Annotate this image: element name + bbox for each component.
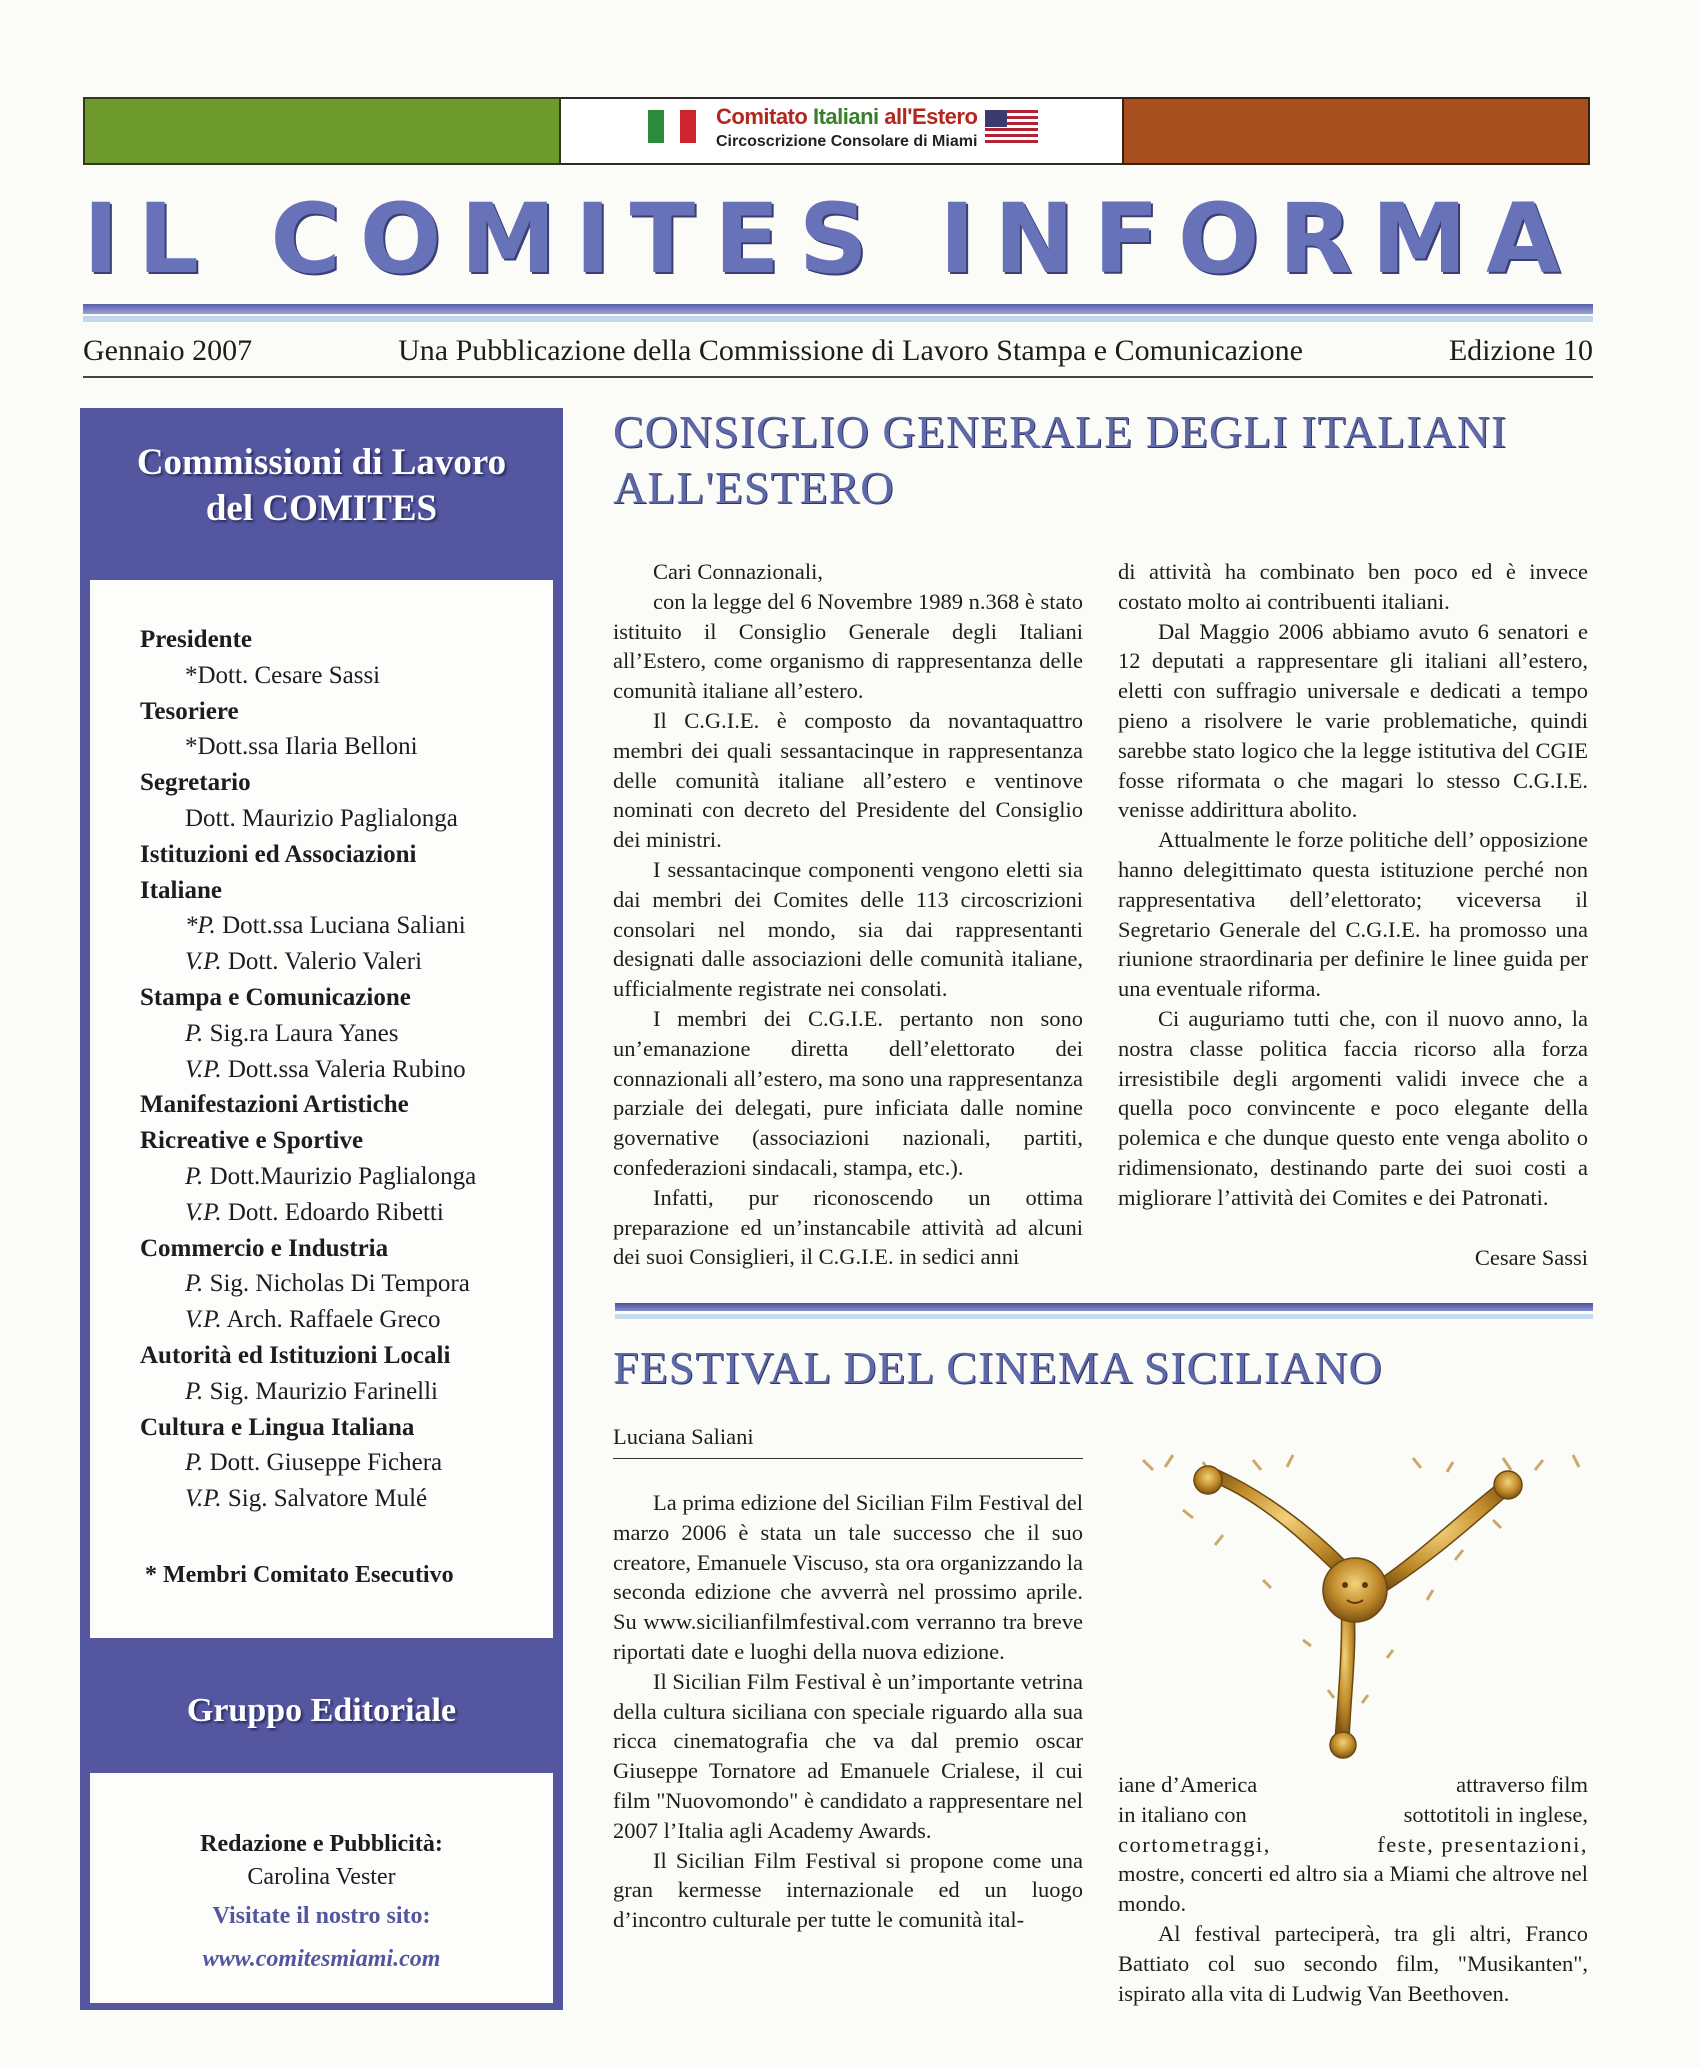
sidebar-heading: Commissioni di Lavoro del COMITES bbox=[136, 442, 507, 529]
paragraph: I sessantacinque componenti vengono eletti sia dai membri dei Comites delle 113 circoscrizioni consolari nel mondo, sia dai rappresentanti designati dalle associazioni delle comunità italiane, ufficialmente registrate nei consolati. bbox=[613, 856, 1083, 1002]
italian-flag-icon bbox=[648, 110, 696, 143]
committee-role: Cultura e Lingua Italiana bbox=[140, 1413, 415, 1441]
header-brown-block bbox=[1122, 97, 1590, 165]
committee-member: P. Sig. Nicholas Di Tempora bbox=[185, 1270, 470, 1298]
logo-subtitle: Circoscrizione Consolare di Miami bbox=[716, 133, 978, 150]
committee-member: *Dott.ssa Ilaria Belloni bbox=[185, 733, 418, 761]
paragraph: I membri dei C.G.I.E. pertanto non sono un’emanazione diretta dell’elettorato dei connazionali all’estero, ma sono una rappresentanza parziale dei delegati, pure inficiata dalle nomine governative (associazioni nazionali, partiti, confederazioni sindacali, stampa, etc.). bbox=[613, 1005, 1083, 1180]
logo-title: Comitato Italiani all'Estero bbox=[716, 104, 978, 129]
committee-role: Commercio e Industria bbox=[140, 1234, 389, 1262]
us-flag-icon bbox=[985, 110, 1038, 144]
committee-member: V.P. Dott.ssa Valeria Rubino bbox=[185, 1055, 466, 1083]
edition-number: Edizione 10 bbox=[1448, 334, 1593, 367]
committee-member: *Dott. Cesare Sassi bbox=[185, 661, 381, 689]
publisher-line: Una Pubblicazione della Commissione di Lavoro Stampa e Comunicazione bbox=[398, 334, 1303, 367]
masthead: IL COMITES INFORMA bbox=[83, 183, 1580, 295]
article2-author: Luciana Saliani bbox=[613, 1424, 754, 1449]
committee-role: Stampa e Comunicazione bbox=[140, 983, 411, 1011]
paragraph: di attività ha combinato ben poco ed è invece costato molto ai contribuenti italiani. bbox=[1118, 559, 1588, 614]
issue-date: Gennaio 2007 bbox=[83, 334, 253, 367]
committee-member: P. Dott.Maurizio Paglialonga bbox=[185, 1162, 477, 1190]
committee-role: Tesoriere bbox=[140, 697, 239, 725]
website-link[interactable]: www.comitesmiami.com bbox=[202, 1946, 441, 1972]
masthead-rule bbox=[83, 304, 1593, 314]
header-green-block bbox=[83, 97, 561, 165]
paragraph: Cari Connazionali, bbox=[653, 559, 823, 584]
editorial-heading: Gruppo Editoriale bbox=[186, 1692, 457, 1729]
committee-role: Manifestazioni Artistiche Ricreative e Sportive bbox=[140, 1091, 409, 1155]
article-separator-light bbox=[615, 1314, 1593, 1319]
paragraph: Dal Maggio 2006 abbiamo avuto 6 senatori e 12 deputati a rappresentare gli italiani all’estero, eletti con suffragio universale e dedicati a tempo pieno a risolvere le varie problematiche, quindi sarebbe stato logico che la legge istitutiva del CGIE fosse riformata o che magari lo stesso C.G.I.E. venisse addirittura abolito. bbox=[1118, 618, 1588, 823]
committee-role: Segretario bbox=[140, 769, 251, 797]
committee-member: *P. Dott.ssa Luciana Saliani bbox=[185, 912, 466, 940]
editorial-name: Carolina Vester bbox=[247, 1864, 396, 1890]
paragraph: Ci auguriamo tutti che, con il nuovo anno, la nostra classe politica faccia ricorso alla forza irresistibile degli argomenti validi invece che a quella poco convincente e poco elegante della polemica e che dunque questo ente venga abolito o ridimensionato, destinando parte dei suoi costi a migliorare l’attività dei Comites e dei Patronati. bbox=[1118, 1005, 1588, 1210]
committee-role: Istituzioni ed Associazioni Italiane bbox=[140, 840, 417, 904]
committee-member: P. Sig.ra Laura Yanes bbox=[185, 1019, 399, 1047]
article1-column1 bbox=[613, 557, 1083, 1272]
paragraph: Infatti, pur riconoscendo un ottima preparazione ed un’instancabile attività ad alcuni dei suoi Consiglieri, il C.G.I.E. in sedici anni bbox=[613, 1184, 1083, 1270]
article1-title: CONSIGLIO GENERALE DEGLI ITALIANI ALL'ESTERO bbox=[613, 406, 1508, 513]
article2-title: FESTIVAL DEL CINEMA SICILIANO bbox=[613, 1342, 1383, 1393]
editorial-label: Redazione e Pubblicità: bbox=[200, 1831, 443, 1857]
committee-member: V.P. Sig. Salvatore Mulé bbox=[185, 1485, 428, 1513]
committee-member: P. Dott. Giuseppe Fichera bbox=[185, 1449, 443, 1477]
committee-member: V.P. Dott. Edoardo Ribetti bbox=[185, 1198, 444, 1226]
committee-member: Dott. Maurizio Paglialonga bbox=[185, 804, 458, 832]
committee-role: Autorità ed Istituzioni Locali bbox=[140, 1341, 451, 1369]
article1-column2 bbox=[1118, 557, 1588, 1213]
paragraph: con la legge del 6 Novembre 1989 n.368 è stato istituito il Consiglio Generale degli Italiani all’Estero, come organismo di rappresentanza delle comunità italiane all’estero. bbox=[613, 588, 1083, 704]
paragraph: Attualmente le forze politiche dell’ opposizione hanno delegittimato questa istituzione perché non rappresentativa dell’elettorato; viceversa il Segretario Generale del C.G.I.E. ha promosso una riunione straordinaria per definire le linee guida per una eventuale riforma. bbox=[1118, 827, 1588, 1002]
visit-label: Visitate il nostro sito: bbox=[212, 1903, 431, 1929]
paragraph: Il Sicilian Film Festival è un’importante vetrina della cultura siciliana con speciale riguardo alla sua ricca cinematografia che va dal premio oscar Giuseppe Tornatore ad Emanuele Crialese, il cui film "Nuovomondo" è candidato a rappresentare nel 2007 l’Italia agli Academy Awards. bbox=[613, 1668, 1083, 1843]
committee-member: P. Sig. Maurizio Farinelli bbox=[185, 1377, 439, 1405]
paragraph: Il C.G.I.E. è composto da novantaquattro membri dei quali sessantacinque in rappresentanza delle comunità italiane all’estero e ventinove nominati con decreto del Presidente del Consiglio dei ministri. bbox=[613, 707, 1083, 853]
article2-column2: iane d’America attraverso film in italiano con sottotitoli in inglese, cortometraggi, feste, presentazioni, mostre, concerti ed altro sia a Miami che altrove nel mondo. Al festival parteciperà, tra gli altri, Franco Battiato col suo secondo film, "Musikanten", ispirato alla vita di Ludwig Van Beethoven. bbox=[1118, 1772, 1588, 2006]
article1-signature: Cesare Sassi bbox=[1474, 1245, 1588, 1270]
masthead-rule-light bbox=[83, 316, 1593, 322]
article2-column1 bbox=[613, 1488, 1083, 1935]
paragraph: Il Sicilian Film Festival si propone come una gran kermesse internazionale ed un luogo d’incontro culturale per tutte le comunità ital- bbox=[613, 1847, 1083, 1933]
trinacria-icon bbox=[1113, 1440, 1593, 1780]
committee-member: V.P. Arch. Raffaele Greco bbox=[185, 1306, 441, 1334]
committee-role: Presidente bbox=[140, 626, 253, 653]
committee-member: V.P. Dott. Valerio Valeri bbox=[185, 948, 423, 976]
executive-note: * Membri Comitato Esecutivo bbox=[145, 1562, 454, 1588]
paragraph: La prima edizione del Sicilian Film Festival del marzo 2006 è stata un tale successo che il suo creatore, Emanuele Viscuso, sta ora organizzando la seconda edizione che avverrà nel prossimo aprile. Su www.sicilianfilmfestival.com verranno tra breve riportati date e luoghi della nuova edizione. bbox=[613, 1490, 1083, 1664]
committee-list bbox=[140, 622, 550, 1517]
dateline bbox=[83, 334, 1593, 368]
author-rule bbox=[613, 1458, 1083, 1459]
article-separator bbox=[615, 1303, 1593, 1311]
dateline-rule bbox=[83, 376, 1593, 378]
